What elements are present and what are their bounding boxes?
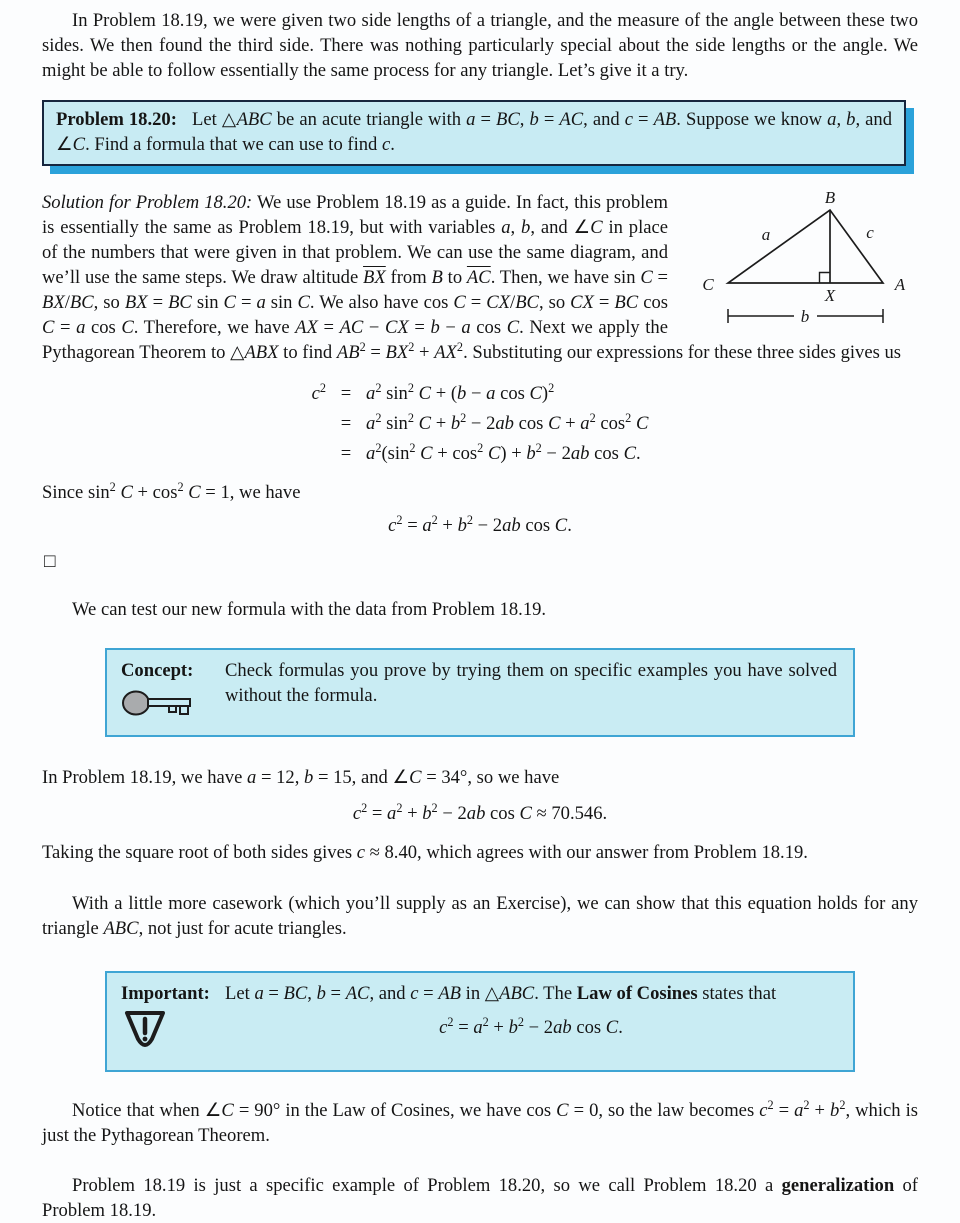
problem-text: Let △ABC be an acute triangle with a = BC, b = AC, and c = AB. Suppose we know a, b, and ∠C. Find a formula that we can use to find c. [56, 109, 892, 155]
equation-rel: = [340, 383, 352, 404]
law-of-cosines-equation: $c^2 = a^2 + b^2 - 2ab$ cos C. [388, 512, 572, 536]
intro-paragraph: In Problem 18.19, we were given two side lengths of a triangle, and the measure of the angle between these two sides. We then found the third side. There was nothing particularly special about the side lengths or the angle. We might be able to follow essentially the same process for any triangle. Let’s give it a try. [42, 10, 918, 81]
equation-rhs: $a^2(\sin^2$ $C + \cos^2 C) + b^2 - 2ab$ cos C. [366, 440, 641, 464]
derivation-equations [312, 381, 649, 466]
foot-label-x: X [824, 286, 836, 305]
notice-paragraph: Notice that when ∠C = 90° in the Law of Cosines, we have cos C = 0, so the law becomes $c^2 = a^2 + b^2$, which is just the Pythagorean Theorem. [42, 1097, 918, 1146]
equation-rel: = [340, 443, 352, 464]
triangle-figure [678, 186, 918, 336]
vertex-label-a: A [894, 275, 906, 294]
triangle-diagram [678, 186, 918, 336]
side-label-c: c [866, 223, 874, 242]
equation-rel: = [340, 413, 352, 434]
equation-lhs [312, 441, 326, 466]
important-equation: $c^2 = a^2 + b^2 - 2ab$ cos C. [439, 1014, 623, 1038]
equation-lhs: $c^2$ [311, 380, 327, 404]
numeric-given-paragraph: In Problem 18.19, we have a = 12, b = 15, and ∠C = 34°, so we have [42, 767, 560, 788]
triangle-outline [728, 210, 883, 283]
important-text: Let a = BC, b = AC, and c = AB in △ABC. The Law of Cosines states that [225, 983, 777, 1004]
vertex-label-c: C [702, 275, 714, 294]
since-identity-line: Since $\sin^2 C + \cos^2 C = 1$, we have [42, 479, 301, 503]
equation-rhs: $a^2$ $\sin^2 C + b^2 - 2ab$ $\cos C + a^2$ $\cos^2 C$ [366, 410, 649, 434]
casework-paragraph: With a little more casework (which you’ll supply as an Exercise), we can show that this equation holds for any triangle ABC, not just for acute triangles. [42, 893, 918, 939]
equation-rhs: $a^2$ $\sin^2 C + (b - a$ cos C)$^2$ [366, 380, 555, 404]
problem-statement-box [42, 100, 906, 166]
warning-icon [121, 1009, 225, 1062]
solution-paragraph: Solution for Problem 18.20: We use Problem 18.19 as a guide. In fact, this problem is essentially the same as Problem 18.19, but with variables a, b, and ∠C in place of the numbers that were given in that problem. We can use the same diagram, and we’ll use the same steps. We draw altitude $\overline{BX}$ from B to $\overline{AC}$. Then, we have sin C = BX/BC, so BX = BC sin C = a sin C. We also have cos C = CX/BC, so CX = BC cos C = a cos C. Therefore, we have AX = AC − CX = b − a cos C. Next we apply the Pythagorean Theorem to △ABX to find $AB^2 = BX^2 + AX^2$. Substituting our expressions for these three sides gives us [42, 192, 901, 363]
concept-text: Check formulas you prove by trying them on specific examples you have solved without the formula. [225, 660, 837, 706]
key-icon [121, 686, 225, 727]
important-label: Important: [121, 983, 210, 1004]
side-label-a: a [761, 225, 771, 244]
numeric-equation: $c^2 = a^2 + b^2 - 2ab$ cos C ≈ 70.546. [352, 800, 608, 824]
test-formula-paragraph: We can test our new formula with the data from Problem 18.19. [72, 599, 547, 620]
solution-section [42, 190, 918, 365]
square-root-paragraph: Taking the square root of both sides gives c ≈ 8.40, which agrees with our answer from Problem 18.19. [42, 842, 808, 863]
important-box [105, 971, 855, 1072]
generalization-paragraph: Problem 18.19 is just a specific example of Problem 18.20, so we call Problem 18.20 a generalization of Problem 18.19. [42, 1175, 918, 1221]
concept-label: Concept: [121, 660, 194, 681]
vertex-label-b: B [824, 188, 836, 207]
concept-box [105, 648, 855, 737]
right-angle-mark [820, 273, 831, 284]
equation-lhs [312, 411, 326, 436]
end-of-solution-marker: □ [44, 551, 56, 572]
problem-label: Problem 18.20: [56, 109, 177, 130]
measure-label-b: b [800, 307, 810, 326]
